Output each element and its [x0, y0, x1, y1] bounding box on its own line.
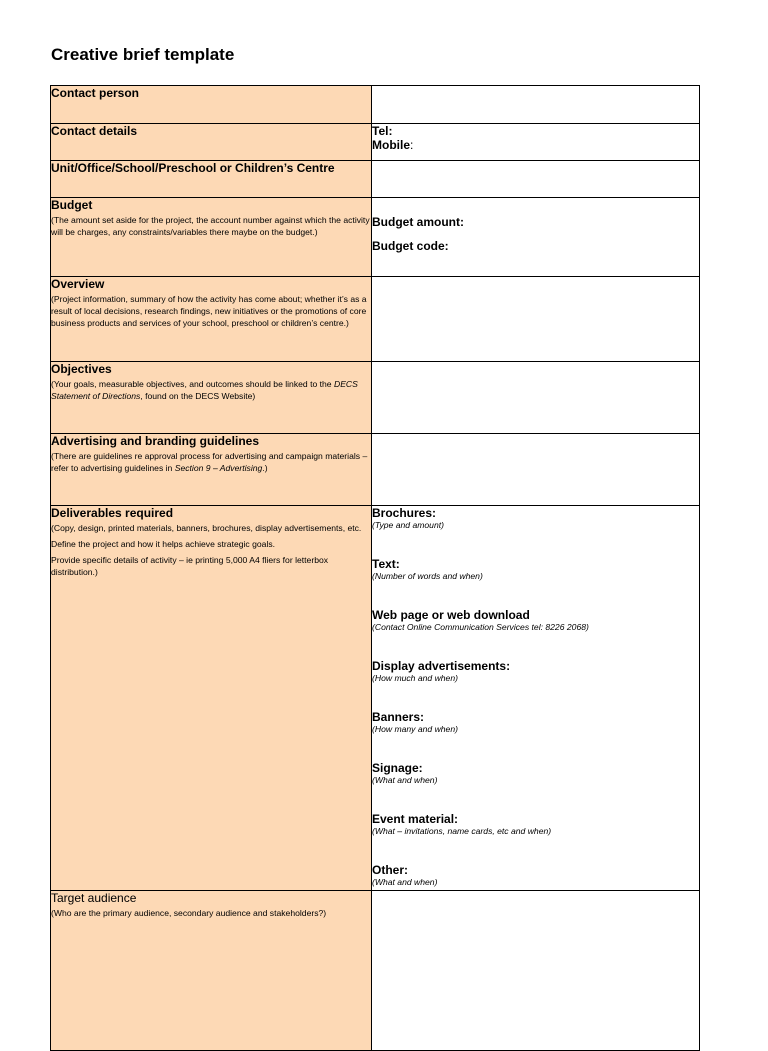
budget-label: Budget: [51, 198, 93, 212]
contact-person-value-cell[interactable]: [372, 86, 700, 124]
contact-details-label-cell: [51, 124, 372, 161]
deliverables-label-cell: [51, 506, 372, 891]
objectives-label-cell: [51, 362, 372, 434]
target-audience-value-cell[interactable]: [372, 891, 700, 1051]
deliverable-banners: Banners: (How many and when): [372, 710, 458, 734]
advertising-label-cell: [51, 434, 372, 506]
row-unit: [51, 161, 700, 198]
deliverable-web-page: Web page or web download (Contact Online Communication Services tel: 8226 2068): [372, 608, 589, 632]
deliverable-display-ads: Display advertisements: (How much and when): [372, 659, 511, 683]
deliverables-description: (Copy, design, printed materials, banners, brochures, display advertisements, etc. Define the project and how it helps achieve strategic goals. Provide specific details of activity – ie printing 5,000 A4 fliers for letterbox distribution.): [51, 523, 362, 577]
row-deliverables: [51, 506, 700, 891]
budget-amount-label: Budget amount:: [372, 215, 464, 229]
row-contact-details: [51, 124, 700, 161]
contact-details-value-cell[interactable]: [372, 124, 700, 161]
deliverable-text: Text: (Number of words and when): [372, 557, 483, 581]
advertising-value-cell[interactable]: [372, 434, 700, 506]
row-budget: [51, 198, 700, 277]
target-audience-label-cell: [51, 891, 372, 1051]
row-advertising: [51, 434, 700, 506]
objectives-value-cell[interactable]: [372, 362, 700, 434]
unit-label-cell: [51, 161, 372, 198]
row-overview: [51, 277, 700, 362]
unit-value-cell[interactable]: [372, 161, 700, 198]
unit-label: Unit/Office/School/Preschool or Children’s Centre: [51, 161, 335, 175]
deliverables-label: Deliverables required: [51, 506, 174, 520]
contact-person-label-cell: [51, 86, 372, 124]
tel-label: Tel:: [372, 124, 393, 138]
row-contact-person: [51, 86, 700, 124]
overview-label-cell: [51, 277, 372, 362]
budget-value-cell[interactable]: [372, 198, 700, 277]
deliverable-signage: Signage: (What and when): [372, 761, 438, 785]
target-audience-label: Target audience: [51, 891, 137, 905]
document-title: Creative brief template: [51, 45, 235, 64]
mobile-label: Mobile: [372, 138, 410, 152]
row-target-audience: [51, 891, 700, 1051]
creative-brief-table: [50, 85, 700, 1051]
objectives-description: (Your goals, measurable objectives, and outcomes should be linked to the DECS Statement of Directions, found on the DECS Website): [51, 379, 358, 401]
advertising-description: (There are guidelines re approval process for advertising and campaign materials – refer to advertising guidelines in Section 9 – Advertising.): [51, 451, 368, 473]
overview-description: (Project information, summary of how the activity has come about; whether it’s as a result of local decisions, research findings, new initiatives or the promotions of core business products and services of your school, preschool or children’s centre.): [51, 294, 367, 328]
contact-person-label: Contact person: [51, 86, 140, 100]
mobile-colon: :: [410, 138, 414, 152]
contact-details-label: Contact details: [51, 124, 138, 138]
section-9-reference: Section 9 – Advertising: [174, 463, 263, 473]
budget-code-label: Budget code:: [372, 239, 449, 253]
deliverables-value-cell[interactable]: [372, 506, 700, 891]
overview-value-cell[interactable]: [372, 277, 700, 362]
objectives-label: Objectives: [51, 362, 112, 376]
row-objectives: [51, 362, 700, 434]
overview-label: Overview: [51, 277, 105, 291]
deliverable-other: Other: (What and when): [372, 863, 438, 887]
deliverable-event-material: Event material: (What – invitations, name cards, etc and when): [372, 812, 552, 836]
budget-label-cell: [51, 198, 372, 277]
advertising-label: Advertising and branding guidelines: [51, 434, 260, 448]
deliverable-brochures: Brochures: (Type and amount): [372, 506, 444, 530]
target-audience-description: (Who are the primary audience, secondary audience and stakeholders?): [51, 908, 327, 918]
decs-statement-link-text: DECS Statement of Directions: [51, 379, 358, 401]
budget-description: (The amount set aside for the project, the account number against which the activity will be charges, any constraints/variables there maybe on the budget.): [51, 215, 370, 237]
